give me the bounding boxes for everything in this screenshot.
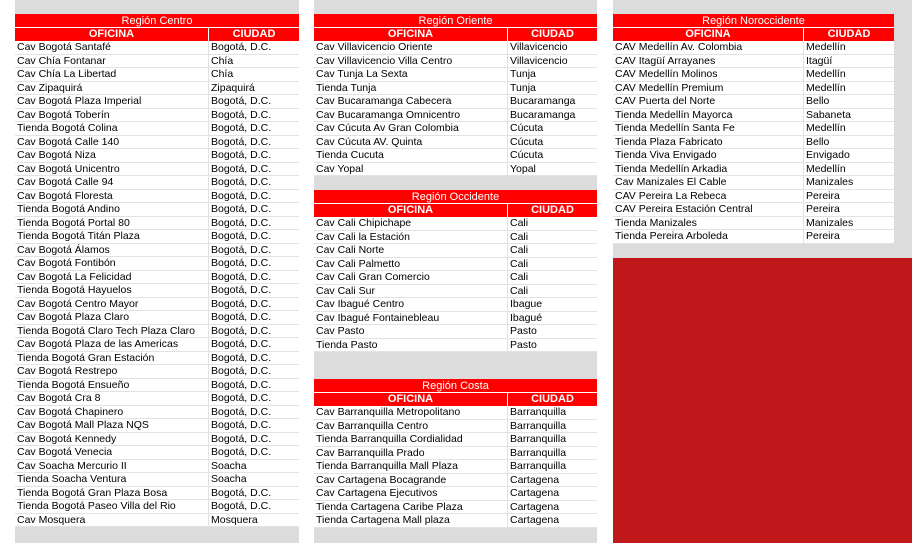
city-cell: Cúcuta (510, 149, 544, 161)
table-row (15, 352, 299, 366)
city-cell: Medellín (806, 81, 846, 94)
city-cell: Tunja (510, 81, 536, 94)
table-row (314, 298, 597, 312)
city-cell: Bogotá, D.C. (211, 432, 272, 445)
office-cell: Cav Cúcuta AV. Quinta (314, 136, 508, 149)
office-cell: Cav Cartagena Ejecutivos (314, 487, 508, 500)
table-row (314, 487, 597, 501)
office-cell: Cav Yopal (314, 163, 508, 176)
table-row (15, 365, 299, 379)
city-cell: Bello (806, 135, 830, 148)
office-cell: Tienda Bogotá Claro Tech Plaza Claro (15, 325, 209, 338)
city-cell: Barranquilla (510, 433, 567, 445)
table-row (314, 406, 597, 420)
column-header-row (15, 28, 299, 41)
table-row (15, 95, 299, 109)
table-row (613, 41, 894, 55)
office-header: OFICINA (613, 28, 804, 41)
table-row (15, 284, 299, 298)
table-row (15, 149, 299, 163)
city-cell: Villavicencio (510, 41, 568, 53)
office-cell: Tienda Medellín Arkadia (613, 163, 804, 176)
city-cell: Cali (510, 284, 529, 297)
table-row (314, 447, 597, 461)
office-cell: Tienda Bogotá Portal 80 (15, 217, 209, 230)
city-header: CIUDAD (531, 28, 574, 40)
office-cell: Cav Bogotá Unicentro (15, 163, 209, 176)
office-cell: Cav Cartagena Bocagrande (314, 474, 508, 487)
table-row (314, 420, 597, 434)
table-row (15, 136, 299, 150)
office-cell: Cav Bogotá La Felicidad (15, 271, 209, 284)
city-cell: Ibague (510, 298, 543, 310)
table-row (15, 257, 299, 271)
office-cell: Cav Bogotá Chapinero (15, 406, 209, 419)
region-title: Región Occidente (314, 190, 597, 204)
city-cell: Bogotá, D.C. (211, 243, 272, 256)
table-row (15, 473, 299, 487)
city-cell: Mosquera (211, 513, 258, 526)
city-cell: Pereira (806, 203, 840, 215)
column-header-row (314, 204, 597, 217)
office-cell: Cav Bogotá Plaza Claro (15, 311, 209, 324)
table-row (613, 190, 894, 204)
table-row (314, 285, 597, 299)
city-cell: Cartagena (510, 514, 560, 526)
table-row (15, 460, 299, 474)
city-cell: Bucaramanga (510, 95, 576, 107)
table-row (613, 82, 894, 96)
table-row (15, 55, 299, 69)
city-cell: Pereira (806, 189, 840, 202)
table-row (314, 55, 597, 69)
city-cell: Chía (211, 68, 234, 80)
city-cell: Bogotá, D.C. (211, 446, 272, 458)
office-cell: Tienda Bogotá Ensueño (15, 379, 209, 392)
office-cell: Cav Bogotá Centro Mayor (15, 298, 209, 311)
table-row (314, 163, 597, 177)
table-row (613, 68, 894, 82)
office-cell: Tienda Medellín Mayorca (613, 109, 804, 122)
office-cell: Cav Barranquilla Prado (314, 447, 508, 460)
region-occidente-table (314, 190, 597, 352)
city-cell: Soacha (211, 459, 247, 472)
table-row (314, 95, 597, 109)
table-row (314, 474, 597, 488)
city-cell: Bogotá, D.C. (211, 338, 272, 350)
office-cell: Tienda Soacha Ventura (15, 473, 209, 486)
city-cell: Bogotá, D.C. (211, 122, 272, 134)
city-cell: Sabaneta (806, 108, 851, 121)
office-cell: Cav Cali Sur (314, 285, 508, 298)
region-centro-table (15, 14, 299, 527)
office-cell: CAV Itagüí Arrayanes (613, 55, 804, 68)
table-row (15, 433, 299, 447)
table-row (15, 176, 299, 190)
table-row (15, 230, 299, 244)
table-row (15, 338, 299, 352)
office-cell: Tienda Pereira Arboleda (613, 230, 804, 243)
city-cell: Soacha (211, 473, 247, 485)
city-cell: Pasto (510, 338, 537, 351)
city-cell: Ibagué (510, 311, 543, 324)
column-header-row (613, 28, 894, 41)
table-row (15, 122, 299, 136)
table-row (314, 68, 597, 82)
table-row (15, 244, 299, 258)
city-header: CIUDAD (232, 28, 276, 40)
region-costa-table (314, 379, 597, 528)
table-row (15, 514, 299, 528)
city-cell: Cali (510, 257, 529, 270)
table-row (15, 203, 299, 217)
table-row (15, 271, 299, 285)
office-cell: Tienda Bogotá Andino (15, 203, 209, 216)
table-row (613, 163, 894, 177)
region-noroccidente-table (613, 14, 894, 244)
city-cell: Envigado (806, 149, 850, 161)
city-cell: Bogotá, D.C. (211, 108, 272, 121)
city-cell: Bogotá, D.C. (211, 41, 272, 53)
office-cell: Cav Villavicencio Villa Centro (314, 55, 508, 68)
office-cell: Cav Ibagué Centro (314, 298, 508, 311)
office-cell: Cav Chía La Libertad (15, 68, 209, 81)
table-row (314, 149, 597, 163)
table-row (613, 136, 894, 150)
city-cell: Cartagena (510, 500, 560, 513)
city-cell: Itagüí (806, 54, 833, 67)
office-cell: Cav Manizales El Cable (613, 176, 804, 189)
city-cell: Bucaramanga (510, 108, 576, 121)
city-cell: Barranquilla (510, 406, 567, 418)
office-cell: Cav Bogotá Cra 8 (15, 392, 209, 405)
office-cell: Tienda Tunja (314, 82, 508, 95)
office-cell: Cav Bucaramanga Cabecera (314, 95, 508, 108)
city-cell: Barranquilla (510, 419, 567, 432)
office-cell: Cav Villavicencio Oriente (314, 41, 508, 54)
office-cell: Tienda Bogotá Paseo Villa del Rio (15, 500, 209, 513)
table-row (15, 392, 299, 406)
table-row (314, 136, 597, 150)
office-cell: Cav Bogotá Floresta (15, 190, 209, 203)
office-cell: Cav Bogotá Plaza de las Americas (15, 338, 209, 351)
office-cell: Cav Bogotá Venecia (15, 446, 209, 459)
city-cell: Bogotá, D.C. (211, 500, 272, 512)
office-cell: Tienda Bogotá Colina (15, 122, 209, 135)
table-row (15, 311, 299, 325)
office-cell: Cav Cali Norte (314, 244, 508, 257)
office-cell: Cav Barranquilla Metropolitano (314, 406, 508, 419)
city-cell: Bogotá, D.C. (211, 486, 272, 499)
office-cell: Cav Bogotá Toberín (15, 109, 209, 122)
office-cell: Tienda Medellín Santa Fe (613, 122, 804, 135)
city-cell: Bogotá, D.C. (211, 365, 272, 377)
table-row (15, 41, 299, 55)
city-cell: Bogotá, D.C. (211, 351, 272, 364)
office-cell: Cav Chía Fontanar (15, 55, 209, 68)
city-cell: Barranquilla (510, 460, 567, 472)
table-row (314, 312, 597, 326)
city-cell: Bogotá, D.C. (211, 257, 272, 269)
table-row (613, 203, 894, 217)
office-header: OFICINA (314, 28, 508, 41)
table-row (15, 379, 299, 393)
city-cell: Cartagena (510, 473, 560, 486)
region-title: Región Oriente (314, 14, 597, 28)
region-title: Región Costa (314, 379, 597, 393)
table-row (613, 55, 894, 69)
city-cell: Cali (510, 230, 529, 243)
city-cell: Chía (211, 54, 234, 67)
office-cell: Cav Cali Gran Comercio (314, 271, 508, 284)
office-cell: Cav Cali la Estación (314, 231, 508, 244)
city-cell: Cali (510, 271, 529, 283)
city-cell: Pasto (510, 325, 537, 337)
office-cell: Cav Bogotá Fontibón (15, 257, 209, 270)
table-row (613, 95, 894, 109)
city-cell: Bogotá, D.C. (211, 189, 272, 202)
office-cell: Cav Bucaramanga Omnicentro (314, 109, 508, 122)
table-row (314, 41, 597, 55)
city-cell: Cartagena (510, 487, 560, 499)
table-row (613, 176, 894, 190)
city-cell: Bogotá, D.C. (211, 230, 272, 242)
table-row (314, 217, 597, 231)
office-cell: Cav Mosquera (15, 514, 209, 527)
city-cell: Bogotá, D.C. (211, 297, 272, 310)
table-row (314, 258, 597, 272)
city-cell: Zipaquirá (211, 81, 255, 94)
table-row (15, 298, 299, 312)
city-header: CIUDAD (531, 393, 574, 405)
table-row (314, 501, 597, 515)
office-cell: Tienda Bogotá Gran Estación (15, 352, 209, 365)
table-row (15, 325, 299, 339)
office-cell: Cav Tunja La Sexta (314, 68, 508, 81)
table-row (314, 82, 597, 96)
table-row (15, 82, 299, 96)
city-cell: Bogotá, D.C. (211, 405, 272, 418)
office-header: OFICINA (15, 28, 209, 41)
city-cell: Tunja (510, 68, 536, 80)
office-cell: Tienda Manizales (613, 217, 804, 230)
city-cell: Bogotá, D.C. (211, 162, 272, 175)
table-row (15, 500, 299, 514)
office-cell: Tienda Bogotá Gran Plaza Bosa (15, 487, 209, 500)
office-cell: CAV Medellín Premium (613, 82, 804, 95)
city-cell: Bogotá, D.C. (211, 176, 272, 188)
city-cell: Bogotá, D.C. (211, 270, 272, 283)
city-cell: Medellín (806, 122, 846, 134)
city-cell: Bogotá, D.C. (211, 392, 272, 404)
office-cell: Cav Cali Palmetto (314, 258, 508, 271)
table-row (15, 68, 299, 82)
city-header: CIUDAD (827, 28, 871, 40)
table-row (314, 325, 597, 339)
table-row (15, 163, 299, 177)
office-cell: Tienda Cartagena Caribe Plaza (314, 501, 508, 514)
table-row (314, 271, 597, 285)
table-row (314, 514, 597, 528)
city-cell: Medellín (806, 41, 846, 53)
city-cell: Bogotá, D.C. (211, 135, 272, 148)
table-row (15, 217, 299, 231)
city-cell: Bogotá, D.C. (211, 324, 272, 337)
office-cell: Cav Ibagué Fontainebleau (314, 312, 508, 325)
table-row (15, 109, 299, 123)
office-cell: Cav Bogotá Calle 140 (15, 136, 209, 149)
office-cell: Cav Bogotá Restrepo (15, 365, 209, 378)
region-title: Región Centro (15, 14, 299, 28)
region-title: Región Noroccidente (613, 14, 894, 28)
office-cell: Cav Soacha Mercurio II (15, 460, 209, 473)
city-cell: Medellín (806, 162, 846, 175)
city-cell: Manizales (806, 216, 854, 229)
city-cell: Bogotá, D.C. (211, 284, 272, 296)
city-header: CIUDAD (531, 204, 574, 216)
city-cell: Bogotá, D.C. (211, 203, 272, 215)
table-row (314, 244, 597, 258)
city-cell: Cúcuta (510, 135, 544, 148)
office-cell: Cav Bogotá Santafé (15, 41, 209, 54)
office-cell: Tienda Plaza Fabricato (613, 136, 804, 149)
table-row (314, 231, 597, 245)
office-cell: Tienda Barranquilla Mall Plaza (314, 460, 508, 473)
table-row (613, 122, 894, 136)
office-cell: Cav Bogotá Plaza Imperial (15, 95, 209, 108)
city-cell: Bogotá, D.C. (211, 311, 272, 323)
table-row (314, 339, 597, 353)
city-cell: Villavicencio (510, 54, 568, 67)
city-cell: Manizales (806, 176, 854, 188)
city-cell: Barranquilla (510, 446, 567, 459)
table-row (613, 217, 894, 231)
city-cell: Bogotá, D.C. (211, 149, 272, 161)
office-cell: Cav Barranquilla Centro (314, 420, 508, 433)
table-row (15, 406, 299, 420)
table-row (314, 433, 597, 447)
city-cell: Yopal (510, 162, 536, 175)
table-row (613, 149, 894, 163)
office-cell: Tienda Barranquilla Cordialidad (314, 433, 508, 446)
office-cell: Cav Bogotá Niza (15, 149, 209, 162)
office-cell: Cav Bogotá Kennedy (15, 433, 209, 446)
office-cell: Tienda Pasto (314, 339, 508, 352)
table-row (15, 190, 299, 204)
table-row (314, 122, 597, 136)
table-row (15, 419, 299, 433)
office-cell: Cav Bogotá Calle 94 (15, 176, 209, 189)
city-cell: Cali (510, 217, 529, 229)
column-header-row (314, 393, 597, 406)
table-row (15, 487, 299, 501)
office-cell: Cav Cali Chipichape (314, 217, 508, 230)
city-cell: Pereira (806, 230, 840, 242)
office-cell: Tienda Bogotá Titán Plaza (15, 230, 209, 243)
office-cell: Cav Cúcuta Av Gran Colombia (314, 122, 508, 135)
office-cell: Tienda Cucuta (314, 149, 508, 162)
office-cell: Cav Pasto (314, 325, 508, 338)
table-row (314, 460, 597, 474)
region-oriente-table (314, 14, 597, 176)
office-cell: CAV Medellín Molinos (613, 68, 804, 81)
office-cell: Cav Bogotá Mall Plaza NQS (15, 419, 209, 432)
office-header: OFICINA (314, 393, 508, 406)
office-cell: Tienda Bogotá Hayuelos (15, 284, 209, 297)
red-decorative-block (613, 258, 912, 543)
office-cell: Cav Zipaquirá (15, 82, 209, 95)
office-header: OFICINA (314, 204, 508, 217)
table-row (314, 109, 597, 123)
city-cell: Medellín (806, 68, 846, 80)
office-cell: Cav Bogotá Álamos (15, 244, 209, 257)
table-row (613, 109, 894, 123)
office-cell: CAV Pereira La Rebeca (613, 190, 804, 203)
office-cell: CAV Puerta del Norte (613, 95, 804, 108)
city-cell: Cali (510, 244, 529, 256)
column-header-row (314, 28, 597, 41)
office-cell: CAV Pereira Estación Central (613, 203, 804, 216)
office-cell: CAV Medellín Av. Colombia (613, 41, 804, 54)
city-cell: Bello (806, 95, 830, 107)
table-row (15, 446, 299, 460)
city-cell: Cúcuta (510, 122, 544, 134)
city-cell: Bogotá, D.C. (211, 95, 272, 107)
city-cell: Bogotá, D.C. (211, 419, 272, 431)
table-row (613, 230, 894, 244)
office-cell: Tienda Viva Envigado (613, 149, 804, 162)
city-cell: Bogotá, D.C. (211, 378, 272, 391)
city-cell: Bogotá, D.C. (211, 216, 272, 229)
office-cell: Tienda Cartagena Mall plaza (314, 514, 508, 527)
